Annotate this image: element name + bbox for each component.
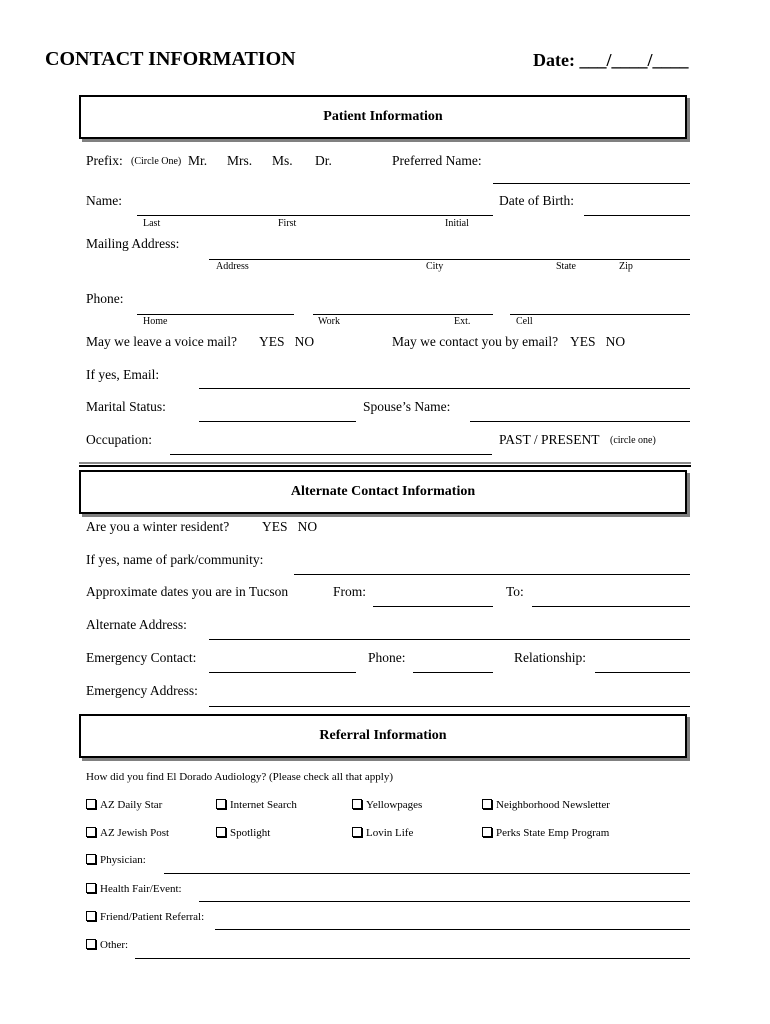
checkbox-icon[interactable]	[86, 854, 96, 864]
occupation-field[interactable]	[170, 454, 492, 455]
dob-label: Date of Birth:	[499, 193, 574, 208]
option-label: Friend/Patient Referral:	[100, 911, 205, 923]
relationship-label: Relationship:	[514, 650, 586, 665]
prefix-label: Prefix:	[86, 153, 123, 168]
option-label: Internet Search	[230, 799, 297, 811]
circle-one-note-lower: (circle one)	[610, 435, 656, 446]
checkbox-icon[interactable]	[86, 911, 96, 921]
phone-label: Phone:	[86, 291, 124, 306]
friend-referral-field[interactable]	[215, 929, 690, 930]
patient-info-header	[79, 95, 687, 139]
checkbox-icon[interactable]	[86, 827, 96, 837]
referral-option-internet-search[interactable]	[216, 799, 297, 812]
email-label: If yes, Email:	[86, 367, 160, 382]
prefix-mr[interactable]: Mr.	[188, 153, 208, 168]
checkbox-icon[interactable]	[86, 939, 96, 949]
prefix-mrs[interactable]: Mrs.	[227, 153, 253, 168]
option-label: Other:	[100, 939, 129, 951]
tucson-dates-label: Approximate dates you are in Tucson	[86, 584, 289, 599]
park-community-field[interactable]	[294, 574, 690, 575]
referral-option-az-daily-star[interactable]	[86, 799, 162, 812]
section-divider	[79, 462, 691, 464]
from-label: From:	[333, 584, 367, 599]
referral-info-header	[79, 714, 687, 758]
circle-one-note: (Circle One)	[131, 156, 182, 167]
option-label: Physician:	[100, 854, 146, 866]
section-divider	[79, 465, 691, 467]
name-sub-first: First	[278, 218, 297, 229]
checkbox-icon[interactable]	[86, 799, 96, 809]
name-label: Name:	[86, 193, 122, 208]
phone-sub-work: Work	[318, 316, 340, 327]
mailing-address-field[interactable]	[209, 259, 690, 260]
phone-work-field[interactable]	[313, 314, 493, 315]
to-label: To:	[506, 584, 524, 599]
phone-sub-ext: Ext.	[454, 316, 471, 327]
form-title: CONTACT INFORMATION	[45, 48, 296, 70]
emergency-phone-field[interactable]	[413, 672, 493, 673]
preferred-name-field[interactable]	[493, 183, 690, 184]
section-title: Referral Information	[319, 728, 447, 743]
option-label: AZ Daily Star	[100, 799, 163, 811]
checkbox-icon[interactable]	[216, 827, 226, 837]
past-present-option[interactable]: PAST / PRESENT	[499, 432, 600, 447]
referral-option-perks-state-emp[interactable]	[482, 827, 609, 840]
to-date-field[interactable]	[532, 606, 690, 607]
option-label: Yellowpages	[366, 799, 423, 811]
marital-status-field[interactable]	[199, 421, 356, 422]
phone-sub-cell: Cell	[516, 316, 533, 327]
referral-option-lovin-life[interactable]	[352, 827, 413, 840]
referral-option-physician[interactable]	[86, 854, 146, 867]
winter-resident-options[interactable]: YES NO	[262, 519, 318, 534]
address-sub-address: Address	[216, 261, 249, 272]
referral-option-friend-referral[interactable]	[86, 911, 204, 924]
option-label: Perks State Emp Program	[496, 827, 610, 839]
emergency-contact-field[interactable]	[209, 672, 356, 673]
referral-option-az-jewish-post[interactable]	[86, 827, 169, 840]
section-title: Alternate Contact Information	[290, 484, 476, 499]
physician-field[interactable]	[164, 873, 690, 874]
checkbox-icon[interactable]	[352, 799, 362, 809]
referral-option-neighborhood-newsletter[interactable]	[482, 799, 610, 812]
spouse-name-label: Spouse’s Name:	[363, 399, 451, 414]
checkbox-icon[interactable]	[482, 799, 492, 809]
occupation-label: Occupation:	[86, 432, 152, 447]
alternate-address-label: Alternate Address:	[86, 617, 187, 632]
address-sub-state: State	[556, 261, 576, 272]
park-community-label: If yes, name of park/community:	[86, 552, 264, 567]
option-label: Neighborhood Newsletter	[496, 799, 610, 811]
health-fair-field[interactable]	[199, 901, 690, 902]
phone-home-field[interactable]	[137, 314, 294, 315]
relationship-field[interactable]	[595, 672, 690, 673]
mailing-address-label: Mailing Address:	[86, 236, 180, 251]
phone-cell-field[interactable]	[510, 314, 690, 315]
phone-sub-home: Home	[143, 316, 168, 327]
checkbox-icon[interactable]	[216, 799, 226, 809]
emergency-address-field[interactable]	[209, 706, 690, 707]
emergency-contact-label: Emergency Contact:	[86, 650, 197, 665]
marital-status-label: Marital Status:	[86, 399, 166, 414]
emergency-phone-label: Phone:	[368, 650, 406, 665]
spouse-name-field[interactable]	[470, 421, 690, 422]
email-contact-label: May we contact you by email?	[392, 334, 559, 349]
other-field[interactable]	[135, 958, 690, 959]
date-label: Date: ___/____/____	[533, 50, 689, 70]
checkbox-icon[interactable]	[482, 827, 492, 837]
referral-option-other[interactable]	[86, 939, 128, 952]
option-label: Lovin Life	[366, 827, 414, 839]
alternate-address-field[interactable]	[209, 639, 690, 640]
option-label: Spotlight	[230, 827, 271, 839]
prefix-ms[interactable]: Ms.	[272, 153, 293, 168]
from-date-field[interactable]	[373, 606, 493, 607]
name-field[interactable]	[137, 215, 493, 216]
section-title: Patient Information	[323, 109, 443, 124]
option-label: AZ Jewish Post	[100, 827, 170, 839]
name-sub-initial: Initial	[445, 218, 469, 229]
emergency-address-label: Emergency Address:	[86, 683, 198, 698]
prefix-dr[interactable]: Dr.	[315, 153, 332, 168]
referral-option-yellowpages[interactable]	[352, 799, 422, 812]
address-sub-city: City	[426, 261, 444, 272]
alternate-contact-header	[79, 470, 687, 514]
preferred-name-label: Preferred Name:	[392, 153, 482, 168]
referral-option-health-fair[interactable]	[86, 883, 182, 896]
checkbox-icon[interactable]	[86, 883, 96, 893]
checkbox-icon[interactable]	[352, 827, 362, 837]
referral-question: How did you find El Dorado Audiology? (Please check all that apply)	[86, 771, 394, 783]
voicemail-label: May we leave a voice mail?	[86, 334, 238, 349]
name-sub-last: Last	[143, 218, 161, 229]
referral-option-spotlight[interactable]	[216, 827, 270, 840]
dob-field[interactable]	[584, 215, 690, 216]
email-contact-options[interactable]: YES NO	[570, 334, 626, 349]
address-sub-zip: Zip	[619, 261, 633, 272]
winter-resident-label: Are you a winter resident?	[86, 519, 230, 534]
email-field[interactable]	[199, 388, 690, 389]
voicemail-options[interactable]: YES NO	[259, 334, 315, 349]
option-label: Health Fair/Event:	[100, 883, 182, 895]
